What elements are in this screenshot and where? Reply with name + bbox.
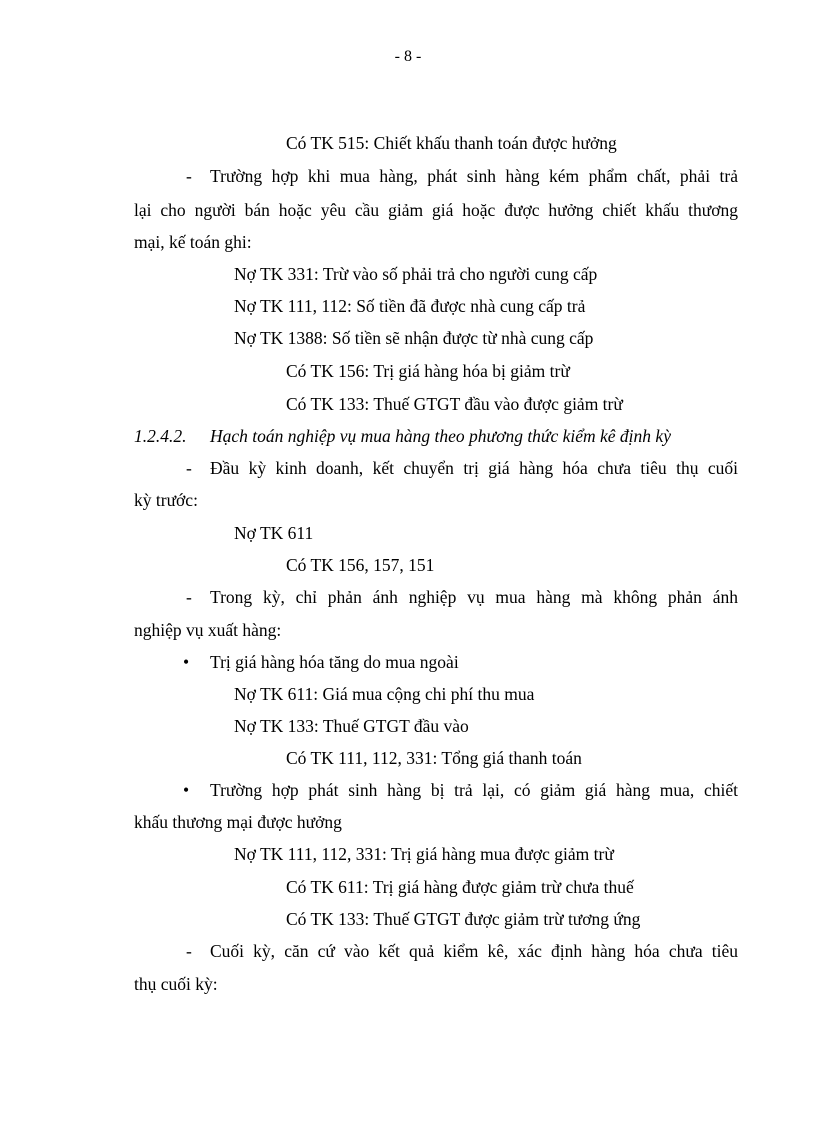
debit-entry-1388: Nợ TK 1388: Số tiền sẽ nhận được từ nhà cung cấp bbox=[234, 328, 594, 348]
paragraph-line: Cuối kỳ, căn cứ vào kết quả kiểm kê, xác định hàng hóa chưa tiêu bbox=[210, 941, 738, 961]
paragraph-line: khấu thương mại được hưởng bbox=[134, 812, 342, 832]
dash-marker: - bbox=[186, 587, 192, 607]
paragraph-line: kỳ trước: bbox=[134, 490, 198, 510]
debit-entry-111-112: Nợ TK 111, 112: Số tiền đã được nhà cung cấp trả bbox=[234, 296, 586, 316]
dash-marker: - bbox=[186, 458, 192, 478]
credit-entry-111-112-331: Có TK 111, 112, 331: Tổng giá thanh toán bbox=[286, 748, 582, 768]
paragraph-line: lại cho người bán hoặc yêu cầu giảm giá hoặc được hưởng chiết khấu thương bbox=[134, 200, 738, 220]
debit-entry-611: Nợ TK 611 bbox=[234, 523, 314, 543]
bullet-marker: • bbox=[183, 652, 190, 672]
section-heading: Hạch toán nghiệp vụ mua hàng theo phương thức kiểm kê định kỳ bbox=[210, 426, 671, 446]
credit-entry-515: Có TK 515: Chiết khấu thanh toán được hưởng bbox=[286, 133, 617, 153]
credit-entry-611: Có TK 611: Trị giá hàng được giảm trừ chưa thuế bbox=[286, 877, 634, 897]
credit-entry-133: Có TK 133: Thuế GTGT đầu vào được giảm trừ bbox=[286, 394, 623, 414]
paragraph-line: mại, kế toán ghi: bbox=[134, 232, 252, 252]
debit-entry-111-112-331: Nợ TK 111, 112, 331: Trị giá hàng mua được giảm trừ bbox=[234, 844, 614, 864]
debit-entry-331: Nợ TK 331: Trừ vào số phải trả cho người cung cấp bbox=[234, 264, 598, 284]
paragraph-line: Trường hợp khi mua hàng, phát sinh hàng kém phẩm chất, phải trả bbox=[210, 166, 738, 186]
credit-entry-156: Có TK 156: Trị giá hàng hóa bị giảm trừ bbox=[286, 361, 570, 381]
debit-entry-611: Nợ TK 611: Giá mua cộng chi phí thu mua bbox=[234, 684, 535, 704]
paragraph-line: thụ cuối kỳ: bbox=[134, 974, 218, 994]
dash-marker: - bbox=[186, 166, 192, 186]
credit-entry-156-157-151: Có TK 156, 157, 151 bbox=[286, 555, 435, 575]
paragraph-line: Trị giá hàng hóa tăng do mua ngoài bbox=[210, 652, 459, 672]
paragraph-line: Đầu kỳ kinh doanh, kết chuyển trị giá hàng hóa chưa tiêu thụ cuối bbox=[210, 458, 738, 478]
page-number: - 8 - bbox=[394, 48, 422, 65]
credit-entry-133: Có TK 133: Thuế GTGT được giảm trừ tương ứng bbox=[286, 909, 641, 929]
paragraph-line: Trường hợp phát sinh hàng bị trả lại, có giảm giá hàng mua, chiết bbox=[210, 780, 738, 800]
paragraph-line: Trong kỳ, chỉ phản ánh nghiệp vụ mua hàng mà không phản ánh bbox=[210, 587, 738, 607]
dash-marker: - bbox=[186, 941, 192, 961]
section-number: 1.2.4.2. bbox=[134, 426, 187, 446]
paragraph-line: nghiệp vụ xuất hàng: bbox=[134, 620, 282, 640]
bullet-marker: • bbox=[183, 780, 190, 800]
debit-entry-133: Nợ TK 133: Thuế GTGT đầu vào bbox=[234, 716, 469, 736]
